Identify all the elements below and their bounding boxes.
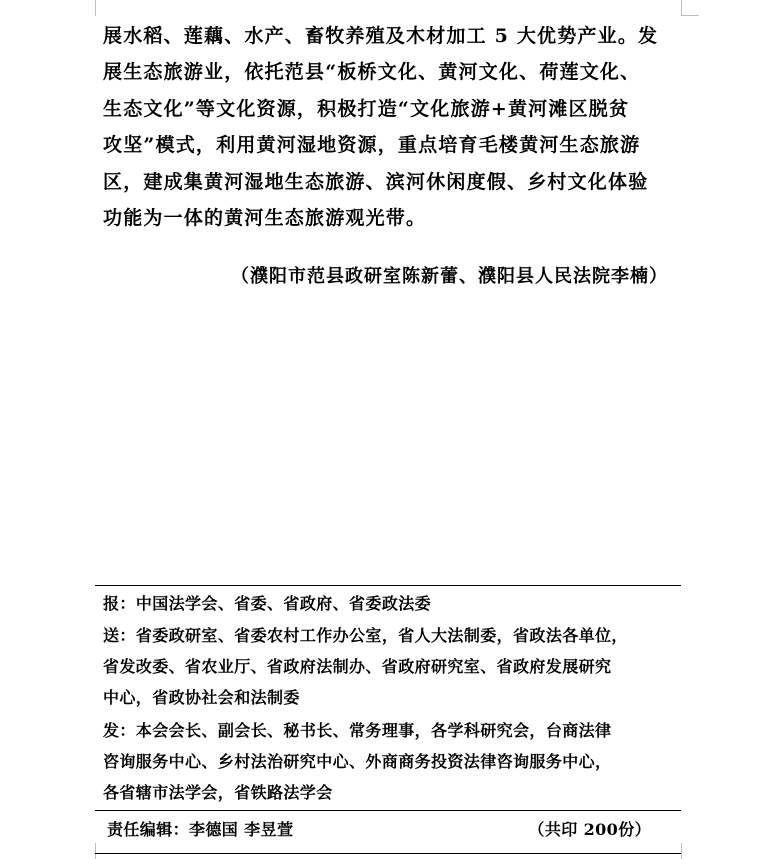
report-label: 报： — [103, 596, 136, 613]
print-count: （共印 200份） — [528, 820, 651, 839]
crop-mark-top-right-horizontal — [681, 15, 699, 16]
body-line: 生态文化”等文化资源，积极打造“文化旅游+黄河滩区脱贫 — [103, 97, 630, 120]
distribution-report — [103, 588, 683, 619]
author-signature: （濮阳市范县政研室陈新蕾、濮阳县人民法院李楠） — [231, 266, 668, 287]
issue-recipients-line: 本会会长、副会长、秘书长、常务理事，各学科研究会，台商法律 — [135, 721, 612, 740]
crop-mark-top-right-vertical — [681, 0, 682, 16]
issue-label: 发： — [103, 723, 136, 740]
distribution-line — [103, 715, 683, 746]
crop-mark-top-left — [95, 0, 96, 16]
divider-bottom — [95, 853, 681, 854]
distribution-issue — [103, 715, 683, 808]
footer — [95, 817, 681, 849]
issue-recipients-line: 咨询服务中心、乡村法治研究中心、外商商务投资法律咨询服务中心， — [103, 752, 612, 771]
body-paragraph — [103, 18, 679, 236]
distribution-send — [103, 620, 683, 713]
distribution-line — [103, 588, 683, 619]
body-line: 展水稻、莲藕、水产、畜牧养殖及木材加工 5 大优势产业。发 — [103, 25, 659, 47]
report-recipients: 中国法学会、省委、省政府、省委政法委 — [135, 594, 432, 613]
body-line: 展生态旅游业，依托范县“板桥文化、黄河文化、荷莲文化、 — [103, 61, 641, 84]
body-line: 攻坚”模式，利用黄河湿地资源，重点培育毛楼黄河生态旅游 — [103, 134, 641, 157]
divider-middle — [95, 810, 681, 811]
send-label: 送： — [103, 628, 136, 645]
distribution-line — [103, 620, 683, 651]
divider-top — [95, 585, 681, 586]
send-recipients-line: 省委政研室、省委农村工作办公室，省人大法制委，省政法各单位， — [135, 626, 628, 645]
body-line: 区，建成集黄河湿地生态旅游、滨河休闲度假、乡村文化体验 — [103, 170, 649, 193]
body-line: 功能为一体的黄河生态旅游观光带。 — [103, 206, 427, 229]
send-recipients-line: 中心，省政协社会和法制委 — [103, 688, 300, 707]
responsible-editor: 责任编辑：李德国 李昱萱 — [107, 820, 294, 839]
crop-mark-bottom-right — [681, 843, 682, 859]
issue-recipients-line: 各省辖市法学会，省铁路法学会 — [103, 783, 333, 802]
send-recipients-line: 省发改委、省农业厅、省政府法制办、省政府研究室、省政府发展研究 — [103, 657, 612, 676]
